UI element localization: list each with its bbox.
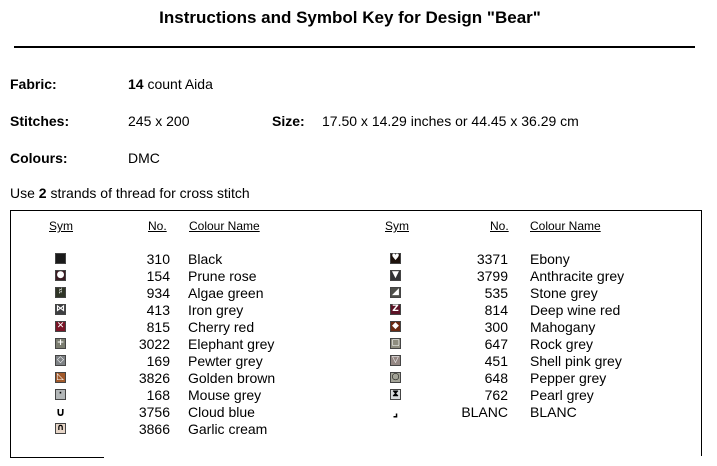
colour-name: Stone grey (530, 285, 598, 301)
dmc-number: 814 (484, 302, 508, 318)
circle-in-square-icon: ● (56, 270, 65, 280)
colour-name: Mahogany (530, 319, 596, 335)
fabric-type: count Aida (143, 76, 213, 92)
dmc-number: 3756 (138, 404, 170, 420)
dmc-number: 815 (146, 319, 170, 335)
hourglass-in-square-icon: ⧗ (390, 389, 401, 400)
colour-name: Prune rose (188, 268, 257, 284)
dmc-number: 3866 (138, 421, 170, 437)
corner-symbol-icon: ⌟ (390, 406, 401, 417)
colour-name: Pearl grey (530, 387, 594, 403)
key-row (0, 353, 700, 370)
plus-in-square-icon: + (56, 338, 65, 348)
key-row (0, 285, 700, 302)
colour-name: Cloud blue (188, 404, 255, 420)
cap-symbol-icon: ∩ (56, 423, 65, 433)
colours-label: Colours: (10, 150, 68, 166)
colour-name: Pewter grey (188, 353, 263, 369)
z-in-square-icon: Z (390, 304, 401, 315)
key-row (0, 421, 700, 438)
dmc-number: 3371 (476, 251, 508, 267)
key-row (0, 319, 700, 336)
key-row (0, 387, 700, 404)
colour-name: Black (188, 251, 223, 267)
colour-name: Anthracite grey (530, 268, 625, 284)
key-row (0, 336, 700, 353)
fabric-count: 14 (128, 76, 144, 92)
triangle-in-square-icon: ◺ (55, 372, 66, 383)
dmc-number: 3826 (138, 370, 170, 386)
left-no-header: No. (148, 219, 167, 233)
strand-count: 2 (38, 185, 47, 201)
dmc-number: 3022 (138, 336, 170, 352)
square-in-square-icon: ▢ (391, 338, 400, 348)
dot-in-square-icon: · (55, 389, 66, 400)
dmc-number: 451 (484, 353, 508, 369)
dmc-number: 3799 (476, 268, 508, 284)
dmc-number: 169 (146, 353, 170, 369)
right-sym-header: Sym (385, 219, 409, 233)
dmc-number: BLANC (461, 404, 508, 420)
colours-value: DMC (128, 150, 160, 166)
key-box-bottom-gap (104, 456, 704, 459)
colour-name: Rock grey (530, 336, 594, 352)
dmc-number: 413 (146, 302, 170, 318)
title-divider (14, 46, 695, 48)
corner-triangle-in-square-icon: ◢ (390, 287, 401, 298)
instruction-pre: Use (10, 185, 39, 201)
cup-symbol-icon: ∪ (55, 404, 66, 419)
colour-name: BLANC (530, 404, 577, 420)
outline-down-triangle-in-square-icon: ▽ (390, 355, 401, 366)
key-row (0, 404, 700, 421)
left-sym-header: Sym (49, 219, 73, 233)
colour-name: Ebony (530, 251, 570, 267)
right-no-header: No. (490, 219, 509, 233)
dmc-number: 310 (146, 251, 170, 267)
dmc-number: 168 (146, 387, 170, 403)
down-triangle-in-square-icon: ▼ (390, 270, 401, 281)
key-row (0, 370, 700, 387)
dmc-number: 648 (484, 370, 508, 386)
colour-name: Iron grey (188, 302, 244, 318)
size-value: 17.50 x 14.29 inches or 44.45 x 36.29 cm (322, 113, 579, 129)
thread-instruction (10, 185, 250, 201)
fabric-value (128, 76, 213, 92)
bowtie-in-square-icon: ⋈ (56, 304, 65, 314)
dmc-number: 535 (484, 285, 508, 301)
instruction-post: strands of thread for cross stitch (46, 185, 250, 201)
hash-in-square-icon: ♯ (55, 287, 66, 298)
colour-name: Elephant grey (188, 336, 275, 352)
heart-in-square-icon: ♥ (391, 253, 400, 263)
ring-in-square-icon: ○ (391, 372, 400, 382)
key-row (0, 251, 700, 268)
dmc-number: 934 (146, 285, 170, 301)
colour-name: Pepper grey (530, 370, 607, 386)
right-name-header: Colour Name (530, 219, 601, 233)
key-row (0, 268, 700, 285)
diamond-in-square-icon: ◇ (55, 355, 66, 366)
dmc-number: 647 (484, 336, 508, 352)
size-label: Size: (272, 113, 305, 129)
cross-in-square-icon: ✕ (56, 321, 65, 331)
stitches-value: 245 x 200 (128, 113, 190, 129)
left-name-header: Colour Name (189, 219, 260, 233)
colour-name: Deep wine red (530, 302, 621, 318)
diamond-solid-in-square-icon: ◆ (390, 321, 401, 332)
stitches-label: Stitches: (10, 113, 70, 129)
colour-name: Shell pink grey (530, 353, 622, 369)
colour-name: Mouse grey (188, 387, 262, 403)
dmc-number: 154 (146, 268, 170, 284)
key-row (0, 302, 700, 319)
fabric-label: Fabric: (10, 76, 57, 92)
colour-name: Algae green (188, 285, 264, 301)
colour-name: Golden brown (188, 370, 276, 386)
dmc-number: 762 (484, 387, 508, 403)
colour-name: Cherry red (188, 319, 255, 335)
page-title: Instructions and Symbol Key for Design "Bear" (159, 8, 541, 27)
colour-name: Garlic cream (188, 421, 268, 437)
dmc-number: 300 (484, 319, 508, 335)
